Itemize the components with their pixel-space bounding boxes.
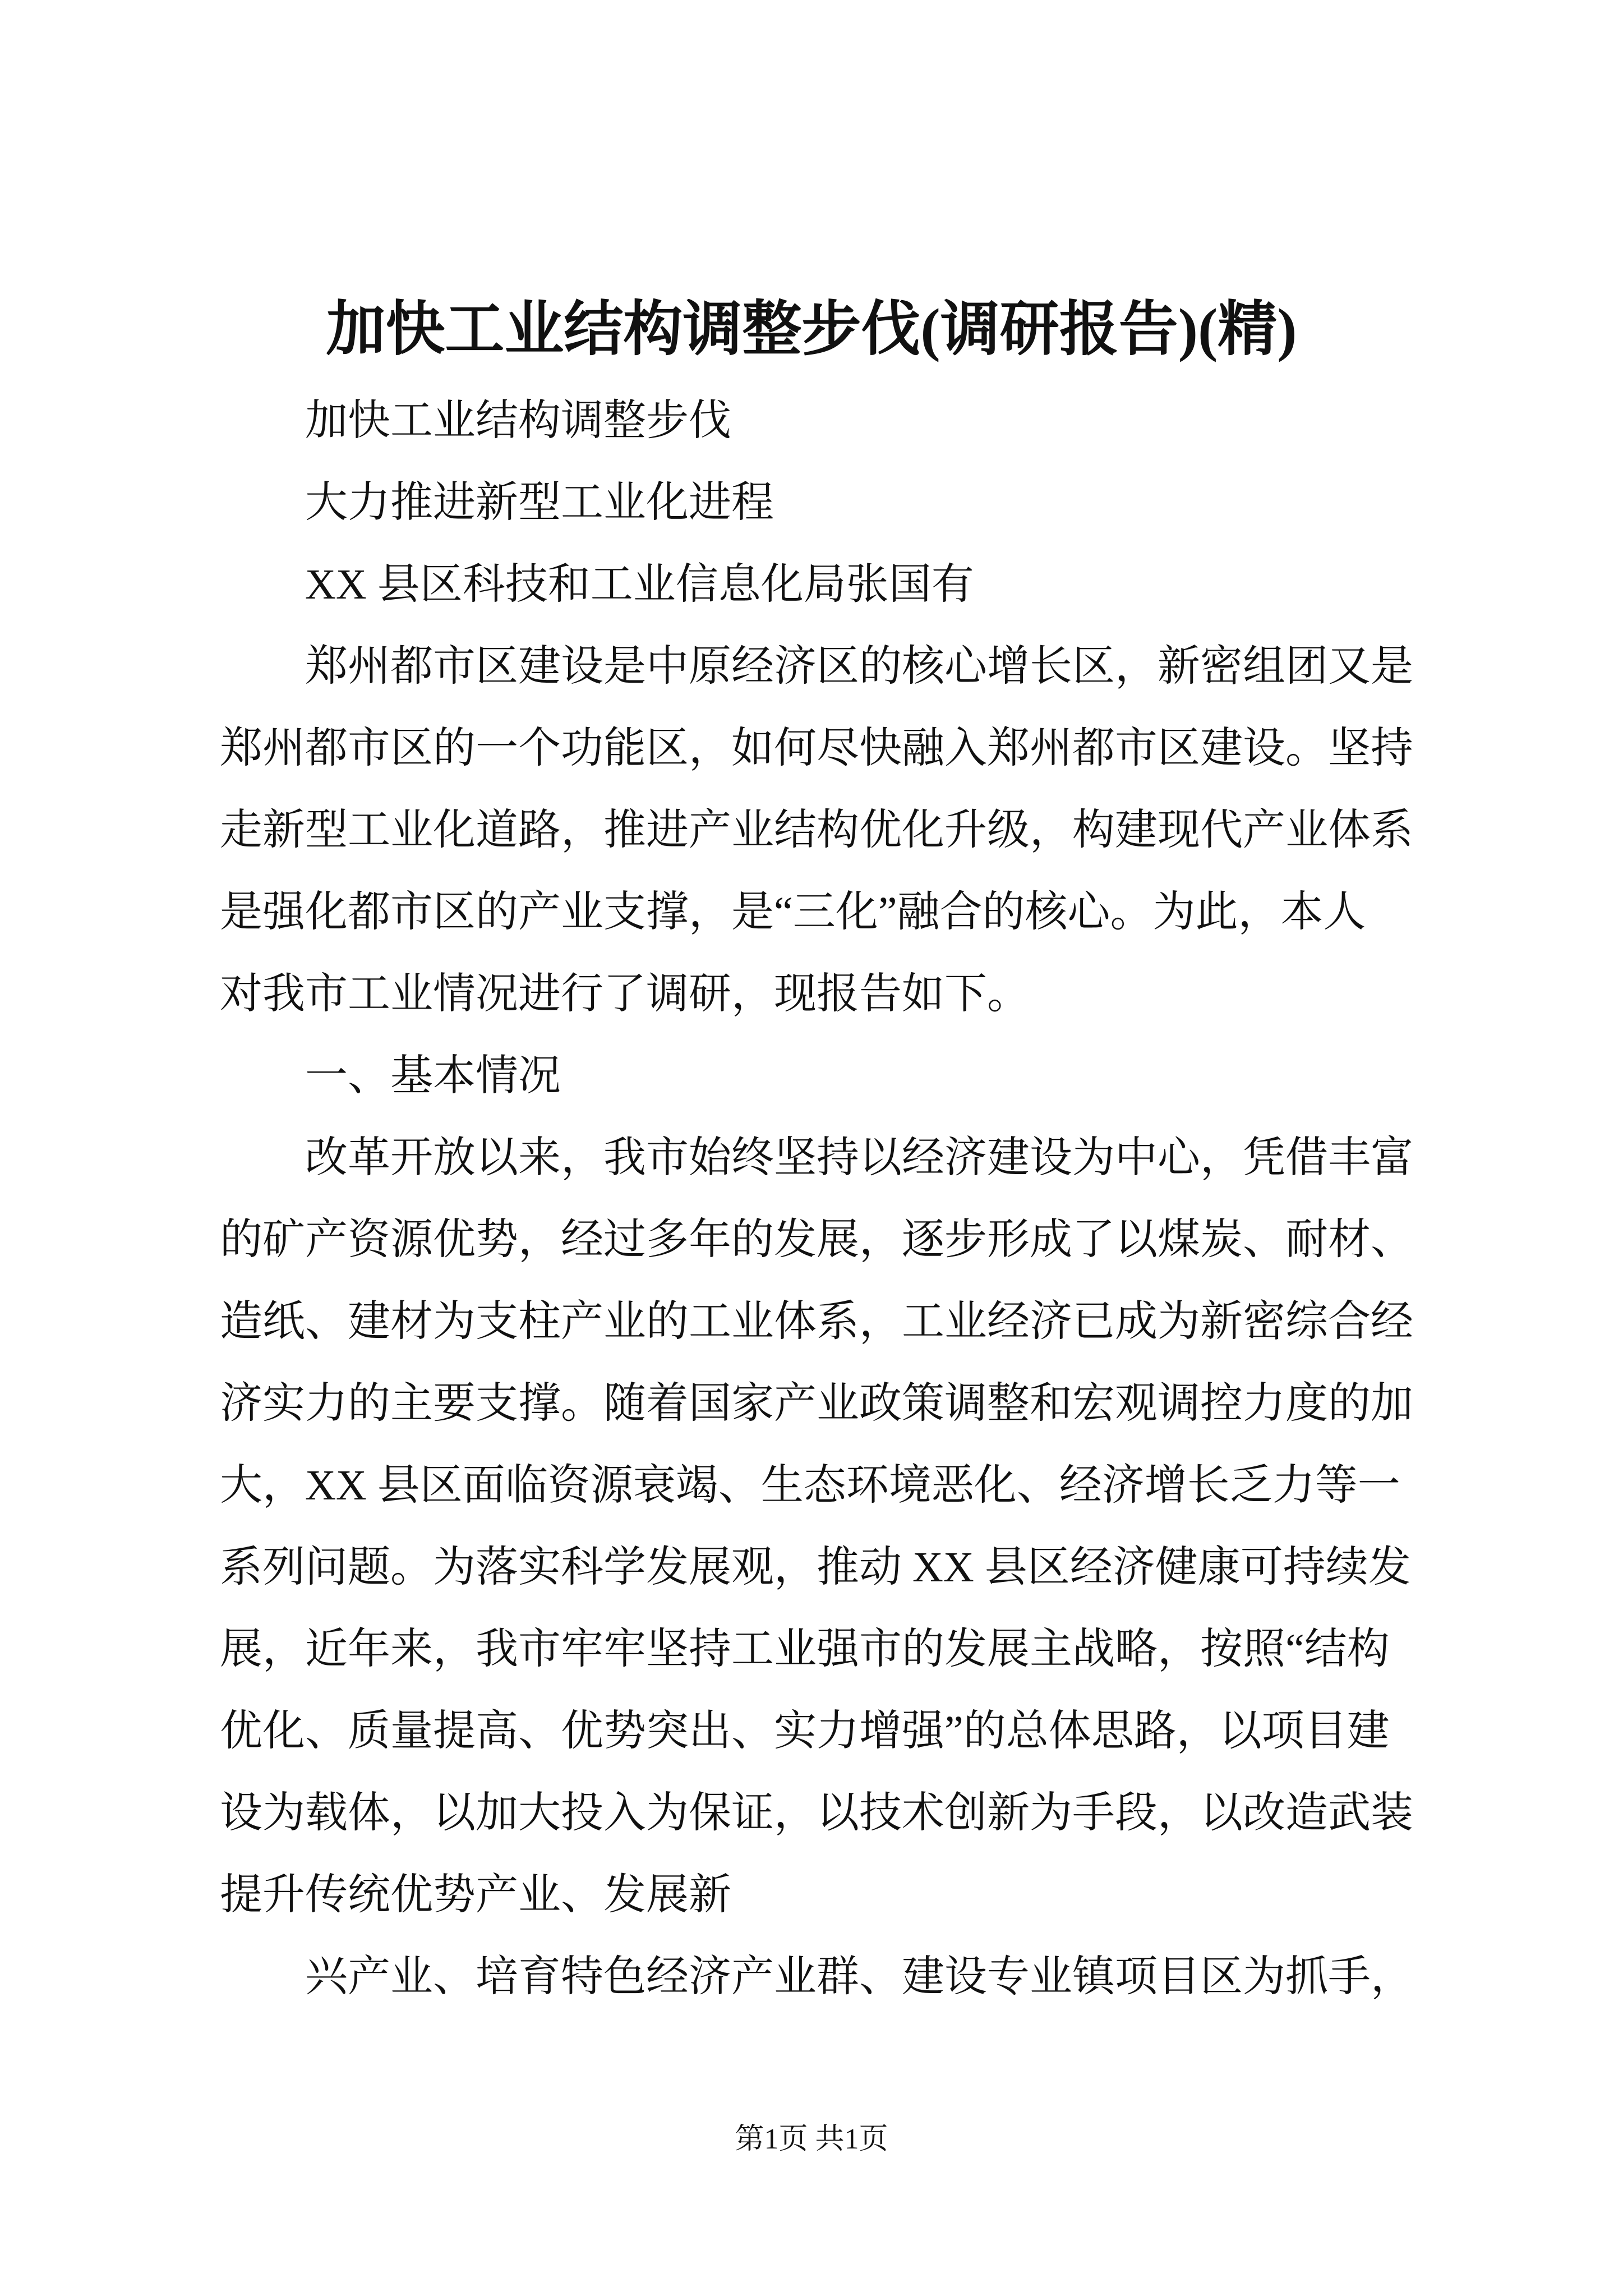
paragraph-line: 是强化都市区的产业支撑，是“三化”融合的核心。为此，本人 (220, 889, 1366, 936)
document-title: 加快工业结构调整步伐(调研报告)(精) (326, 297, 1297, 362)
paragraph-line: 大，XX 县区面临资源衰竭、生态环境恶化、经济增长乏力等一 (220, 1462, 1400, 1509)
paragraph-line: 兴产业、培育特色经济产业群、建设专业镇项目区为抓手， (305, 1953, 1413, 2000)
page-footer: 第1页 共1页 (735, 2123, 888, 2155)
subtitle-line: 加快工业结构调整步伐 (305, 397, 731, 444)
paragraph-line: 走新型工业化道路，推进产业结构优化升级，构建现代产业体系 (220, 807, 1413, 854)
section-paragraph (220, 1117, 1421, 1936)
section-heading-block (220, 1035, 1421, 1117)
author: XX 县区科技和工业信息化局张国有 (305, 561, 974, 608)
paragraph-line: 展，近年来，我市牢牢坚持工业强市的发展主战略，按照“结构 (220, 1626, 1390, 1673)
next-paragraph (220, 1936, 1421, 2018)
intro-paragraph (220, 625, 1421, 1035)
section-heading: 一、基本情况 (305, 1052, 561, 1099)
paragraph-line: 提升传统优势产业、发展新 (220, 1871, 731, 1918)
paragraph-line: 对我市工业情况进行了调研，现报告如下。 (220, 970, 1030, 1018)
paragraph-line: 造纸、建材为支柱产业的工业体系，工业经济已成为新密综合经 (220, 1298, 1413, 1345)
paragraph-line: 改革开放以来，我市始终坚持以经济建设为中心，凭借丰富 (305, 1134, 1413, 1181)
document-body (220, 380, 1421, 2018)
author-line (220, 544, 1421, 625)
paragraph-line: 优化、质量提高、优势突出、实力增强”的总体思路，以项目建 (220, 1708, 1390, 1755)
paragraph-line: 系列问题。为落实科学发展观，推动 XX 县区经济健康可持续发 (220, 1544, 1411, 1591)
paragraph-line: 设为载体，以加大投入为保证，以技术创新为手段，以改造武装 (220, 1789, 1413, 1837)
subtitle-line: 大力推进新型工业化进程 (305, 479, 774, 526)
paragraph-line: 郑州都市区的一个功能区，如何尽快融入郑州都市区建设。坚持 (220, 725, 1413, 772)
subtitle (220, 380, 1421, 544)
paragraph-line: 的矿产资源优势，经过多年的发展，逐步形成了以煤炭、耐材、 (220, 1216, 1413, 1263)
paragraph-line: 郑州都市区建设是中原经济区的核心增长区，新密组团又是 (305, 643, 1413, 690)
paragraph-line: 济实力的主要支撑。随着国家产业政策调整和宏观调控力度的加 (220, 1380, 1413, 1427)
